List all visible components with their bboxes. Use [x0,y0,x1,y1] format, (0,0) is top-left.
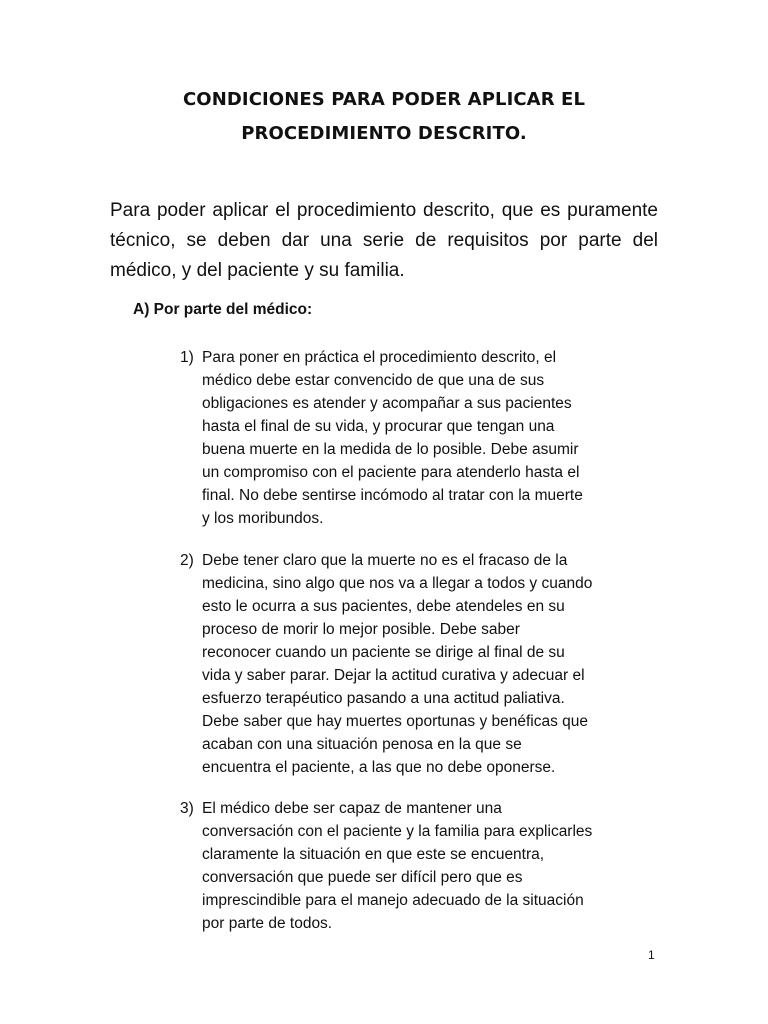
document-title-line-2: PROCEDIMIENTO DESCRITO. [241,123,527,144]
list-item-number: 1) [180,349,194,366]
intro-paragraph: Para poder aplicar el procedimiento descrito, que es puramente técnico, se deben dar una serie de requisitos por parte del médico, y del paciente y su familia. [110,200,658,281]
list-item-text: Para poner en práctica el procedimiento descrito, el médico debe estar convencido de que una de sus obligaciones es atender y acompañar a sus pacientes hasta el final de su vida, y procurar que tengan una buena muerte en la medida de lo posible. Debe asumir un compromiso con el paciente para atenderlo hasta el final. No debe sentirse incómodo al tratar con la muerte y los moribundos. [202,349,583,527]
section-heading-medico: A) Por parte del médico: [133,301,313,318]
list-item [180,797,680,935]
list-item-number: 2) [180,552,194,569]
list-item-text: Debe tener claro que la muerte no es el fracaso de la medicina, sino algo que nos va a llegar a todos y cuando esto le ocurra a sus pacientes, debe atendeles en su proceso de morir lo mejor posible. Debe saber reconocer cuando un paciente se dirige al final de su vida y saber parar. Dejar la actitud curativa y adecuar el esfuerzo terapéutico pasando a una actitud paliativa. Debe saber que hay muertes oportunas y benéficas que acaban con una situación penosa en la que se encuentra el paciente, a las que no debe oponerse. [202,552,593,776]
list-item [180,346,680,530]
list-item-number: 3) [180,800,194,817]
list-item-text: El médico debe ser capaz de mantener una conversación con el paciente y la familia para explicarles claramente la situación en que este se encuentra, conversación que puede ser difícil pero que es imprescindible para el manejo adecuado de la situación por parte de todos. [202,800,593,932]
document-title-line-1: CONDICIONES PARA PODER APLICAR EL [182,89,586,110]
page-number: 1 [648,948,655,962]
list-item [180,549,680,779]
